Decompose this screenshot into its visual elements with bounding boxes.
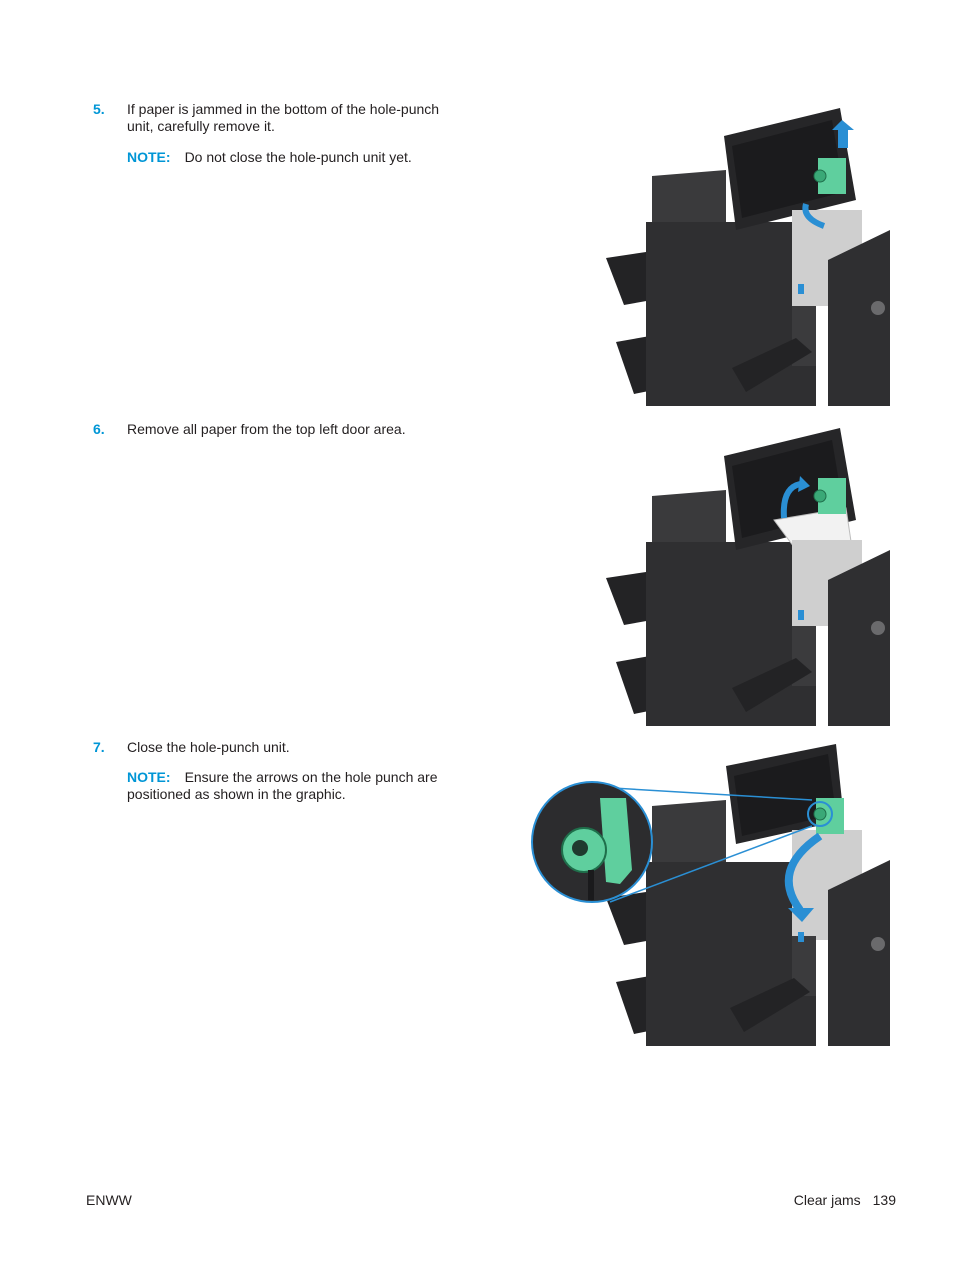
step-number: 7. [93,739,105,755]
hole-punch-knob-icon [532,782,652,902]
step-number: 6. [93,421,105,437]
hp-logo-icon [871,621,885,635]
finisher-top-left-door-illustration [606,420,890,726]
note-label: NOTE: [127,149,171,165]
note [127,769,457,803]
note-text: Do not close the hole-punch unit yet. [184,149,412,165]
footer-left: ENWW [86,1192,132,1208]
step-number: 5. [93,101,105,117]
hp-logo-icon [871,937,885,951]
page-number: 139 [872,1192,896,1208]
hp-logo-icon [871,301,885,315]
finisher-close-hole-punch-illustration [530,740,890,1046]
footer-section: Clear jams [793,1192,861,1208]
note-label: NOTE: [127,769,171,785]
step-text: If paper is jammed in the bottom of the hole-punch unit, carefully remove it. [127,101,440,134]
note [127,149,487,166]
step-text: Close the hole-punch unit. [127,739,290,755]
note-text: Ensure the arrows on the hole punch are positioned as shown in the graphic. [127,769,438,802]
step-text: Remove all paper from the top left door area. [127,421,406,437]
finisher-hole-punch-illustration [606,100,890,406]
footer-right [794,1192,896,1208]
